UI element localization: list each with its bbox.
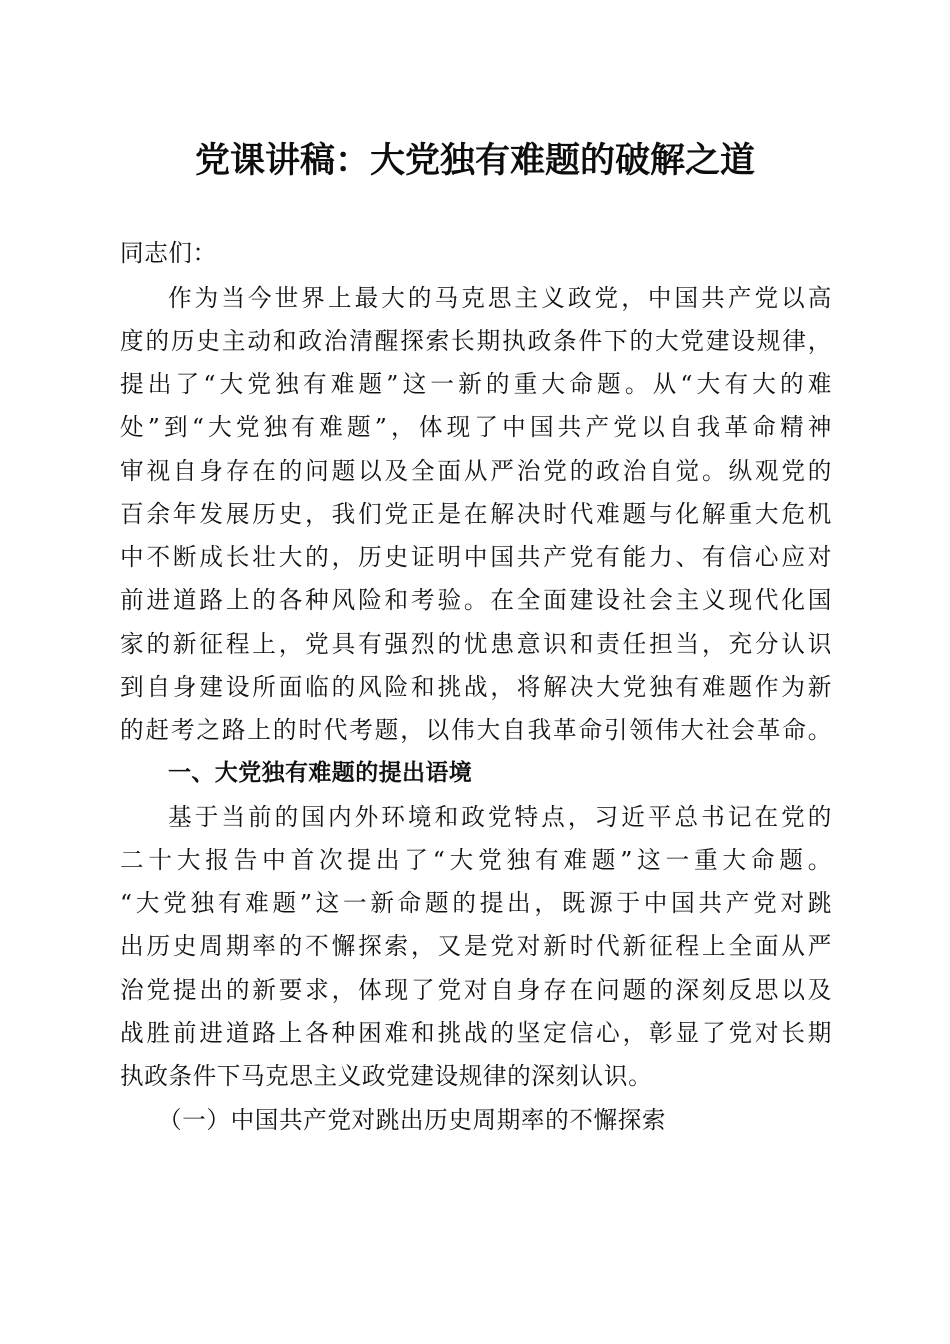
section1-line: 执政条件下马克思主义政党建设规律的深刻认识。 (120, 1062, 653, 1090)
section-heading: 一、大党独有难题的提出语境 (168, 760, 473, 786)
intro-line: 家的新征程上，党具有强烈的忧患意识和责任担当，充分认识 (120, 630, 832, 658)
section1-line: 治党提出的新要求，体现了党对自身存在问题的深刻反思以及 (120, 976, 832, 1004)
subsection-heading: （一）中国共产党对跳出历史周期率的不懈探索 (158, 1106, 667, 1134)
intro-line: 百余年发展历史，我们党正是在解决时代难题与化解重大危机 (120, 500, 832, 528)
intro-line: 前进道路上的各种风险和考验。在全面建设社会主义现代化国 (120, 586, 832, 614)
intro-line: 审视自身存在的问题以及全面从严治党的政治自觉。纵观党的 (120, 457, 832, 485)
section1-line: 出历史周期率的不懈探索，又是党对新时代新征程上全面从严 (120, 932, 832, 960)
section1-line: 二十大报告中首次提出了“大党独有难题”这一重大命题。 (120, 846, 832, 874)
page-title: 党课讲稿：大党独有难题的破解之道 (194, 141, 755, 181)
salutation: 同志们： (120, 239, 217, 267)
intro-line: 作为当今世界上最大的马克思主义政党，中国共产党以高 (168, 284, 832, 312)
intro-line: 提出了“大党独有难题”这一新的重大命题。从“大有大的难 (120, 370, 832, 398)
section1-line: 基于当前的国内外环境和政党特点，习近平总书记在党的 (168, 803, 832, 831)
intro-line: 中不断成长壮大的，历史证明中国共产党有能力、有信心应对 (120, 543, 832, 571)
section1-line: “大党独有难题”这一新命题的提出，既源于中国共产党对跳 (120, 889, 832, 917)
intro-line: 到自身建设所面临的风险和挑战，将解决大党独有难题作为新 (120, 673, 832, 701)
intro-line: 度的历史主动和政治清醒探索长期执政条件下的大党建设规律， (120, 327, 832, 355)
intro-line: 的赶考之路上的时代考题，以伟大自我革命引领伟大社会革命。 (120, 716, 832, 744)
intro-line: 处”到“大党独有难题”，体现了中国共产党以自我革命精神 (120, 413, 832, 441)
section1-line: 战胜前进道路上各种困难和挑战的坚定信心，彰显了党对长期 (120, 1019, 832, 1047)
